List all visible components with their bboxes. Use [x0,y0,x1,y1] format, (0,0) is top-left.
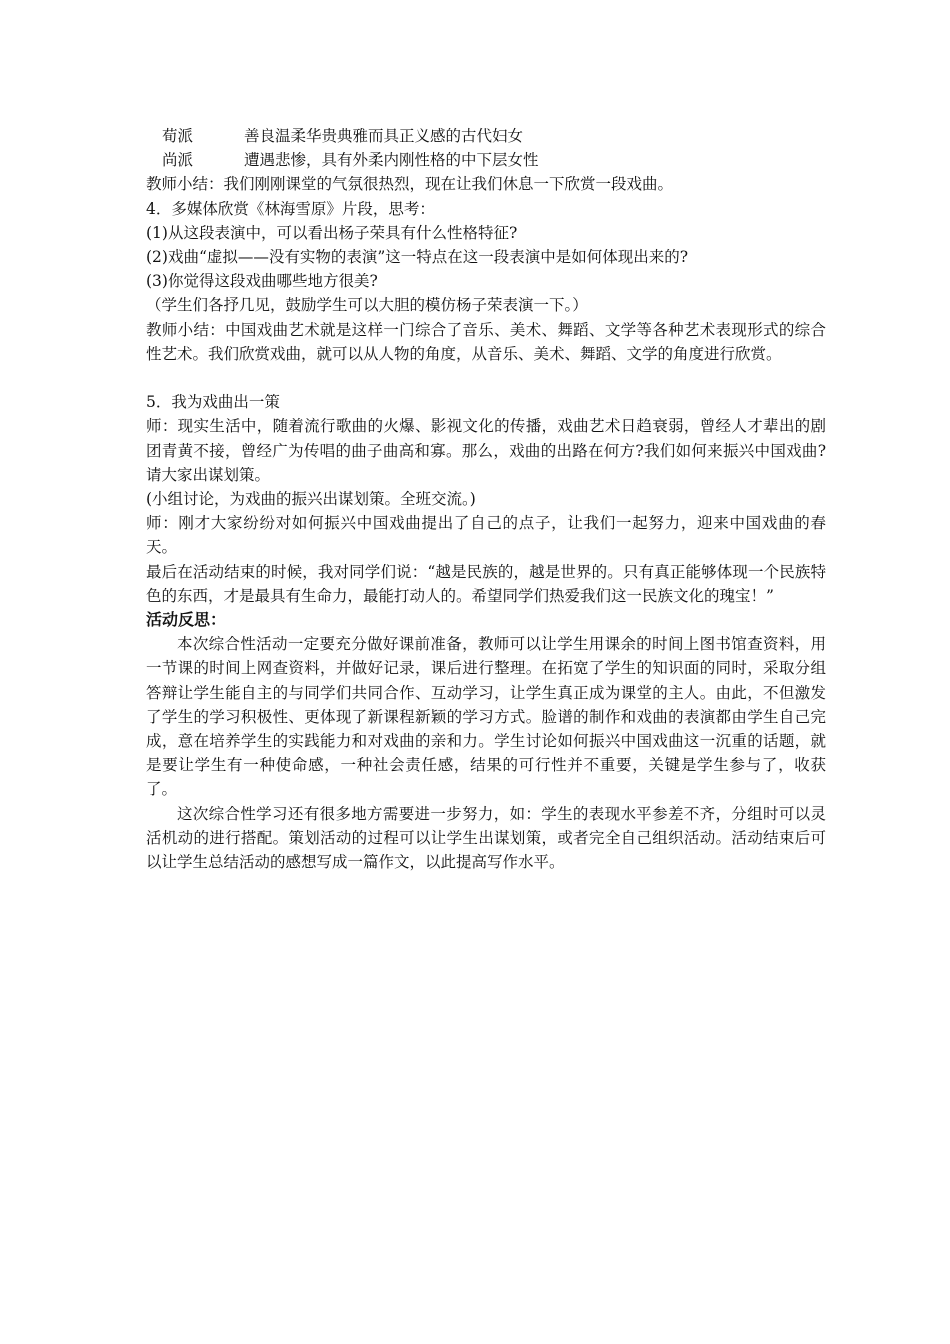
role-row-xun [146,124,826,148]
section-4-summary: 教师小结：中国戏曲艺术就是这样一门综合了音乐、美术、舞蹈、文学等各种艺术表现形式的综合性艺术。我们欣赏戏曲，就可以从人物的角度，从音乐、美术、舞蹈、文学的角度进行欣赏。 [146,320,826,363]
section-5-teacher-2: 师：刚才大家纷纷对如何振兴中国戏曲提出了自己的点子，让我们一起努力，迎来中国戏曲的春天。 [146,514,826,557]
section-5-title: 5．我为戏曲出一策 [146,393,280,412]
section-5-note: (小组讨论，为戏曲的振兴出谋划策。全班交流。) [146,490,476,509]
section-4-question-2: (2)戏曲“虚拟——没有实物的表演”这一特点在这一段表演中是如何体现出来的? [146,248,689,267]
section-5-closing: 最后在活动结束的时候，我对同学们说：“越是民族的，越是世界的。只有真正能够体现一个民族特色的东西，才是最具有生命力，最能打动人的。希望同学们热爱我们这一民族文化的瑰宝！” [146,562,826,605]
reflection-paragraph-1: 本次综合性活动一定要充分做好课前准备，教师可以让学生用课余的时间上图书馆查资料，用一节课的时间上网查资料，并做好记录，课后进行整理。在拓宽了学生的知识面的同时，采取分组答辩让学生能自主的与同学们共同合作、互动学习，让学生真正成为课堂的主人。由此，不但激发了学生的学习积极性、更体现了新课程新颖的学习方式。脸谱的制作和戏曲的表演都由学生自己完成，意在培养学生的实践能力和对戏曲的亲和力。学生讨论如何振兴中国戏曲这一沉重的话题，就是要让学生有一种使命感，一种社会责任感，结果的可行性并不重要，关键是学生参与了，收获了。 [146,635,826,799]
section-5-teacher-1: 师：现实生活中，随着流行歌曲的火爆、影视文化的传播，戏曲艺术日趋衰弱，曾经人才辈出的剧团青黄不接，曾经广为传唱的曲子曲高和寡。那么，戏曲的出路在何方?我们如何来振兴中国戏曲?请大家出谋划策。 [146,417,826,484]
document-body [146,124,826,874]
role-description: 遭遇悲惨，具有外柔内刚性格的中下层女性 [244,151,539,170]
role-name: 尚派 [162,151,194,170]
teacher-summary-1: 教师小结：我们刚刚课堂的气氛很热烈，现在让我们休息一下欣赏一段戏曲。 [146,175,674,194]
role-row-shang [146,148,826,172]
role-name: 荀派 [162,127,194,145]
reflection-paragraph-2: 这次综合性学习还有很多地方需要进一步努力，如：学生的表现水平参差不齐，分组时可以灵活机动的进行搭配。策划活动的过程可以让学生出谋划策，或者完全自己组织活动。活动结束后可以让学生总结活动的感想写成一篇作文，以此提高写作水平。 [146,804,826,872]
section-4-question-1: (1)从这段表演中，可以看出杨子荣具有什么性格特征? [146,223,518,242]
blank-line [146,366,826,390]
reflection-heading: 活动反思： [146,610,227,630]
role-description: 善良温柔华贵典雅而具正义感的古代妇女 [244,127,524,145]
section-4-question-3: (3)你觉得这段戏曲哪些地方很美? [146,272,378,291]
section-4-title: 4．多媒体欣赏《林海雪原》片段，思考： [146,199,435,218]
section-4-note: （学生们各抒几见，鼓励学生可以大胆的模仿杨子荣表演一下。） [146,296,588,315]
